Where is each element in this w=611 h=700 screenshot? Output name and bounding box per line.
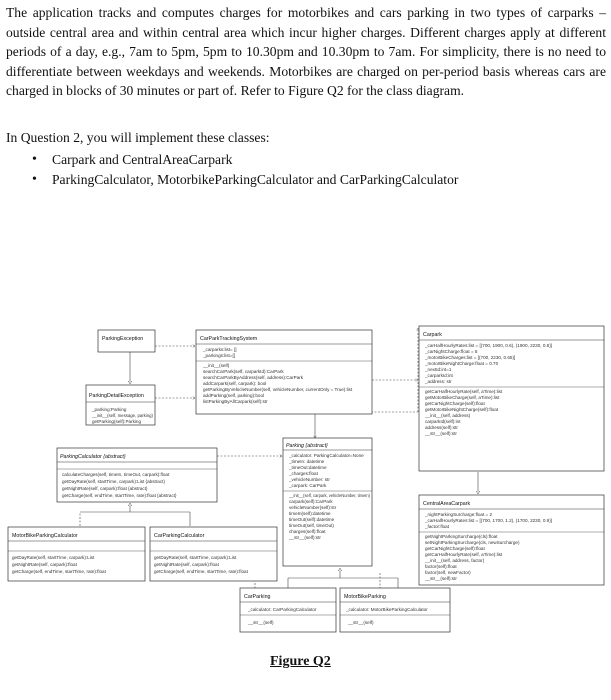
class-carpark	[419, 326, 604, 471]
class-member: __init__(self, message, parking)	[91, 413, 154, 418]
class-member: __init__(self, address)	[425, 413, 471, 418]
class-member: getParkingByVehicleNumber(self, vehicleNumber, currentOnly = True):list	[203, 387, 353, 392]
class-member: __str__(self):str	[289, 535, 321, 540]
class-member: getCarHalfHourlyRate(self, aTime):list	[425, 389, 503, 394]
class-member: factor(self):float	[425, 564, 457, 569]
class-member: _timeIn: datetime	[289, 459, 325, 464]
class-member: getCarNightCharge(self):float	[425, 401, 485, 406]
class-name: ParkingException	[102, 336, 144, 342]
class-motorbike-parking	[340, 588, 450, 632]
class-member: getNightRate(self, carpark):float	[154, 562, 219, 567]
class-member: setNightParkingSurcharge(cls, newSurcharge)	[425, 540, 520, 545]
class-member: _charges:float	[289, 471, 318, 476]
class-carpark-tracking-system	[196, 330, 372, 414]
class-member: getDayRate(self, startTime, carpark):List	[154, 555, 237, 560]
class-member: getDayRate(self, startTime, carpark):List	[12, 555, 95, 560]
class-member: vehicleNumber(self):str	[289, 505, 337, 510]
class-member: listParkingByAllCarpark(self):str	[203, 399, 268, 404]
class-member: _motorBikeNightCharge:float = 0.70	[425, 361, 499, 366]
class-member: timeOut(self, timeOut)	[289, 523, 334, 528]
class-member: _nextId:int=1	[425, 367, 452, 372]
class-member: __str__(self):str	[425, 576, 457, 581]
class-member: getCharge(self, endTime, startTime, rate):float	[154, 569, 248, 574]
class-name: ParkingDetailException	[89, 393, 144, 399]
class-member: __str__(self)	[348, 620, 374, 625]
class-member: addParking(self, parking):bool	[203, 393, 265, 398]
class-member: getDayRate(self, startTime, carpark):List {abstract}	[62, 479, 165, 484]
figure-caption: Figure Q2	[270, 654, 331, 669]
class-member: __init__(self, address, factor)	[425, 558, 485, 563]
class-member: getCarNightCharge(self):float	[425, 546, 485, 551]
class-member: _calculator: MotorBikeParkingCalculator	[346, 607, 428, 612]
class-member: searchCarPark(self, carparkId):CarPark	[203, 369, 284, 374]
class-member: calculateCharges(self, timeIn, timeOut, carpark):float	[62, 472, 170, 477]
class-parking-calculator	[57, 448, 217, 502]
class-parking-exception	[98, 330, 155, 352]
class-parking-detail-exception	[86, 385, 155, 425]
class-car-parking-calculator	[150, 527, 277, 581]
class-member: getNightRate(self, carpark):float	[12, 562, 77, 567]
intro-paragraph: The application tracks and computes charges for motorbikes and cars parking in two types of carparks – outside central area and within central area which incur higher charges. Different charges apply at different periods of a day, e.g., 7am to 5pm, 5pm to 10.30pm and 10.30pm to 7am. For simplicity, there is no need to differentiate between weekdays and weekends. Motorbikes are charged on per-period basis whereas cars are charged in blocks of 30 minutes or part of. Refer to Figure Q2 for the class diagram.	[6, 5, 606, 99]
class-member: _parking:Parking	[92, 407, 127, 412]
class-member: timeOut(self):datetime	[289, 517, 335, 522]
class-member: _carparkId:int	[425, 373, 453, 378]
bullet-item: • Carpark and CentralAreaCarpark	[30, 150, 458, 170]
class-member: _carHalfHourlyRates:list = [(700, 1700, 1.2), (1700, 2230, 0.9)]	[425, 518, 553, 523]
class-member: __init__(self)	[203, 363, 230, 368]
class-name: CentralAreaCarpark	[423, 501, 471, 507]
class-member: addCarpark(self, carpark): bool	[203, 381, 267, 386]
bullet-item: • ParkingCalculator, MotorbikeParkingCalculator and CarParkingCalculator	[30, 170, 458, 190]
class-member: _factor:float	[425, 524, 450, 529]
class-member: carpark(self):CarPark	[289, 499, 333, 504]
class-member: __str__(self)	[248, 620, 274, 625]
class-member: _motorBikeCharges:list = [(700, 2230, 0.65)]	[425, 355, 516, 360]
class-member: getCarHalfHourlyRate(self, aTime):list	[425, 552, 503, 557]
class-member: _vehicleNumber: str	[289, 477, 330, 482]
class-central-area-carpark	[419, 495, 604, 585]
class-name: MotorBikeParkingCalculator	[12, 533, 78, 539]
class-member: getMotorBikeNightCharge(self):float	[425, 407, 499, 412]
class-member: timeIn(self):datetime	[289, 511, 331, 516]
class-member: carparkId(self):int	[425, 419, 461, 424]
class-parking	[283, 438, 372, 566]
class-motorbike-parking-calculator	[8, 527, 145, 581]
class-member: _timeOut:datetime	[289, 465, 327, 470]
class-name: CarParking	[244, 594, 271, 600]
class-name: CarParkTrackingSystem	[200, 336, 258, 342]
class-member: _parkings:list=[]	[203, 353, 236, 358]
class-name: Parking {abstract}	[286, 443, 328, 449]
class-member: getMotorBikeCharge(self, aTime):list	[425, 395, 500, 400]
class-member: __str__(self):str	[425, 431, 457, 436]
class-member: _calculator: ParkingCalculator=None	[289, 453, 364, 458]
class-name: CarParkingCalculator	[154, 533, 205, 539]
class-member: address(self):str	[425, 425, 458, 430]
question-intro: In Question 2, you will implement these classes:	[6, 130, 270, 145]
class-name: ParkingCalculator {abstract}	[60, 454, 126, 460]
class-member: factor(self, newFactor)	[425, 570, 471, 575]
class-member: _carpark: CarPark	[289, 483, 327, 488]
class-member: _carparks:list= []	[203, 347, 237, 352]
class-car-parking	[240, 588, 336, 632]
class-member: searchCarParkByAddress(self, address):CarPark	[203, 375, 304, 380]
class-member: getNightRate(self, carpark):float {abstract}	[62, 486, 148, 491]
class-member: getCharge(self, endTime, startTime, rate):float {abstract}	[62, 493, 177, 498]
class-member: _carNightCharge:float = 5	[425, 349, 478, 354]
class-name: Carpark	[423, 332, 442, 338]
class-member: __init__(self, carpark, vehicleNumber, timeIn)	[288, 493, 371, 498]
class-member: _calculator: CarParkingCalculator	[248, 607, 317, 612]
class-member: charges(self):float	[289, 529, 326, 534]
class-member: _address: str	[425, 379, 452, 384]
class-member: getCharge(self, endTime, startTime, rate):float	[12, 569, 106, 574]
class-name: MotorBikeParking	[344, 594, 386, 600]
class-member: getParking(self):Parking	[92, 419, 142, 424]
class-member: getNightParkingSurcharge(cls):float	[425, 534, 498, 539]
class-member: _nightParkingSurcharge:float = 2	[425, 512, 493, 517]
class-member: _carHalfHourlyRates:list = [(700, 1900, 0.6), (1900, 2230, 0.8)]	[425, 343, 553, 348]
